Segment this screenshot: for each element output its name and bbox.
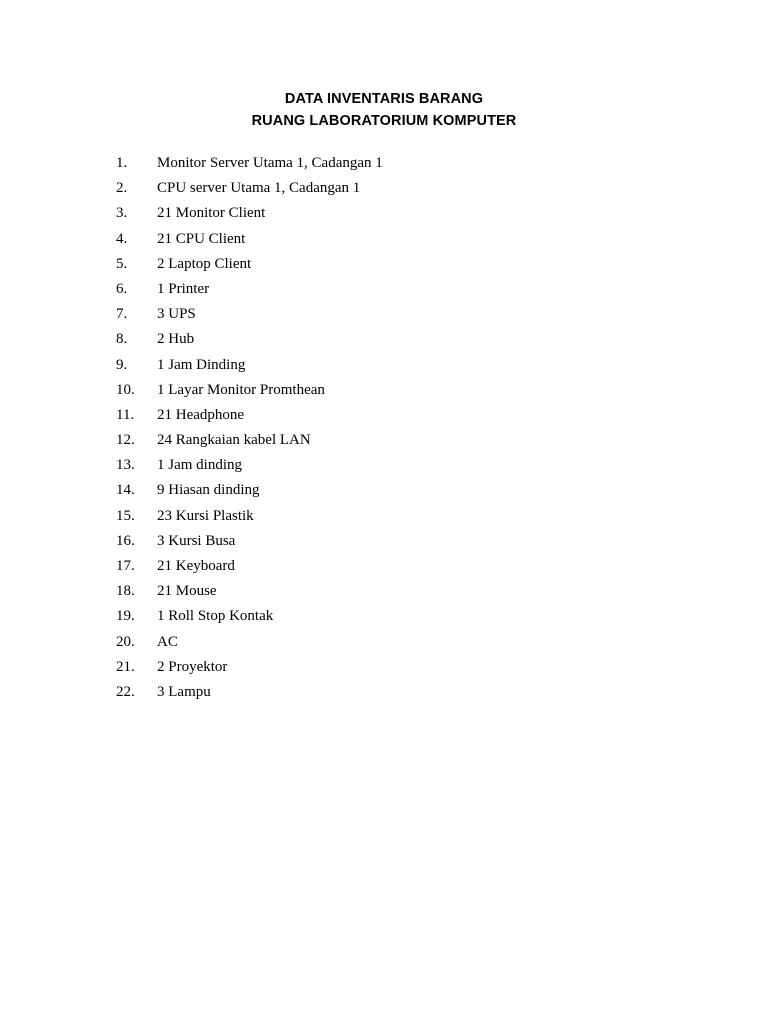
list-item-number: 19. xyxy=(116,608,135,625)
list-item-number: 18. xyxy=(116,583,135,600)
list-item-number: 21. xyxy=(116,658,135,675)
list-item xyxy=(0,379,768,404)
list-item-number: 2. xyxy=(116,180,128,197)
list-item-number: 12. xyxy=(116,432,135,449)
list-item-number: 15. xyxy=(116,507,135,524)
list-item-number: 7. xyxy=(116,306,128,323)
list-item xyxy=(0,177,768,202)
list-item xyxy=(0,228,768,253)
list-item xyxy=(0,253,768,278)
list-item xyxy=(0,202,768,227)
list-item xyxy=(0,404,768,429)
list-item xyxy=(0,605,768,630)
list-item xyxy=(0,530,768,555)
list-item-text: 1 Jam Dinding xyxy=(157,356,246,373)
document-title: DATA INVENTARIS BARANG xyxy=(284,91,484,107)
list-item-text: 21 CPU Client xyxy=(157,230,246,247)
list-item xyxy=(0,631,768,656)
list-item-text: 21 Headphone xyxy=(157,406,245,423)
list-item-text: 1 Printer xyxy=(157,280,210,297)
list-item-number: 1. xyxy=(116,155,128,171)
list-item-number: 22. xyxy=(116,683,135,700)
list-item-number: 13. xyxy=(116,457,135,474)
list-item-text: 3 UPS xyxy=(157,306,196,323)
list-item-number: 17. xyxy=(116,558,135,574)
list-item xyxy=(0,681,768,706)
list-item-number: 4. xyxy=(116,230,128,247)
list-item xyxy=(0,278,768,303)
list-item-number: 9. xyxy=(116,356,128,373)
list-item-text: 3 Kursi Busa xyxy=(157,532,236,549)
list-item xyxy=(0,580,768,605)
list-item xyxy=(0,152,768,177)
list-item-text: 23 Kursi Plastik xyxy=(157,507,254,524)
list-item xyxy=(0,656,768,681)
list-item-text: 1 Jam dinding xyxy=(157,457,242,474)
list-item-number: 14. xyxy=(116,482,135,499)
list-item-text: 2 Laptop Client xyxy=(157,255,252,272)
list-item-text: 9 Hiasan dinding xyxy=(157,482,260,499)
list-item-number: 5. xyxy=(116,255,128,272)
list-item-number: 10. xyxy=(116,381,135,398)
list-item-text: 21 Monitor Client xyxy=(157,205,266,222)
list-item-text: 21 Keyboard xyxy=(157,558,235,574)
list-item-number: 16. xyxy=(116,532,135,549)
list-item-text: 1 Layar Monitor Promthean xyxy=(157,381,325,398)
list-item xyxy=(0,454,768,479)
list-item-number: 3. xyxy=(116,205,128,222)
list-item xyxy=(0,505,768,530)
list-item xyxy=(0,303,768,328)
list-item-number: 8. xyxy=(116,331,128,348)
document-subtitle: RUANG LABORATORIUM KOMPUTER xyxy=(251,113,517,129)
list-item-text: 3 Lampu xyxy=(157,683,211,700)
list-item-text: 21 Mouse xyxy=(157,583,217,600)
list-item xyxy=(0,354,768,379)
inventory-list xyxy=(0,152,768,706)
list-item-number: 11. xyxy=(116,406,135,423)
list-item xyxy=(0,328,768,353)
list-item-text: AC xyxy=(157,633,178,650)
list-item-text: CPU server Utama 1, Cadangan 1 xyxy=(157,180,361,197)
list-item-text: Monitor Server Utama 1, Cadangan 1 xyxy=(157,155,383,171)
list-item xyxy=(0,555,768,580)
list-item-text: 1 Roll Stop Kontak xyxy=(157,608,274,625)
list-item xyxy=(0,479,768,504)
list-item-text: 2 Hub xyxy=(157,331,195,348)
list-item-number: 6. xyxy=(116,280,128,297)
list-item xyxy=(0,429,768,454)
list-item-text: 2 Proyektor xyxy=(157,658,228,675)
list-item-number: 20. xyxy=(116,633,135,650)
list-item-text: 24 Rangkaian kabel LAN xyxy=(157,432,311,449)
